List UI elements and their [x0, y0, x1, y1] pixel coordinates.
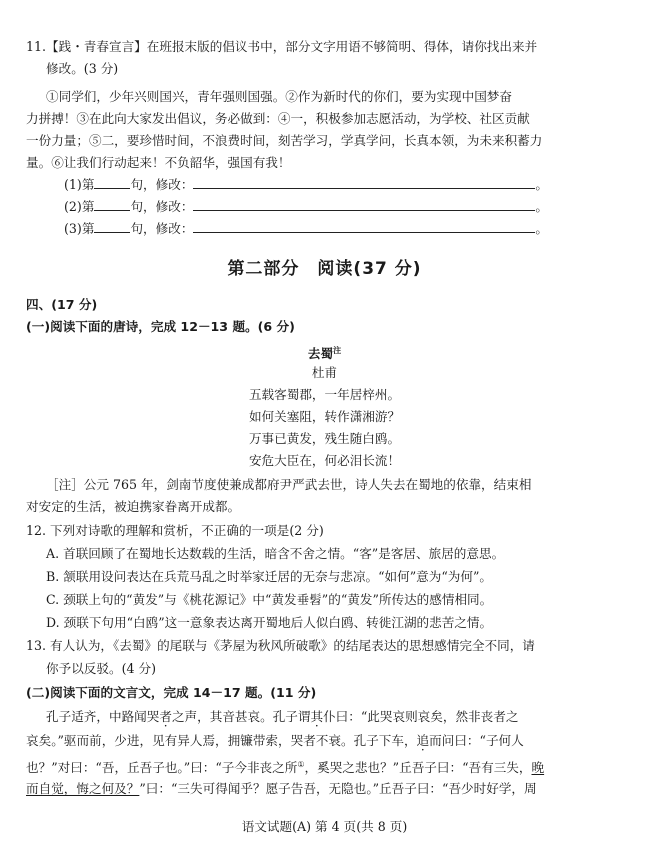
dotted-char: 者	[159, 709, 172, 724]
q12-option-a: A. 首联回顾了在蜀地长达数载的生活，暗含不舍之情。“客”是客居、旅居的意思。	[46, 546, 505, 561]
q13-stem-line2: 你予以反驳。(4 分)	[46, 661, 156, 676]
answer-end: 。	[535, 177, 548, 192]
underlined-text: 而自觉，悔之何及？	[26, 781, 140, 796]
text-run: 哀矣。”驱而前，少进，见有异人焉，拥镰带索，哭者不衰。孔子下车，	[26, 733, 417, 748]
page-footer: 语文试题(A) 第 4 页(共 8 页)	[241, 819, 408, 834]
text-run: ”曰：“三失可得闻乎？愿子告吾，无隐也。”丘吾子曰：“吾少时好学，周	[139, 781, 537, 796]
answer-num: (3)第	[64, 221, 95, 236]
answer-mid: 句，修改：	[130, 221, 194, 236]
q11-answer-row-3	[64, 220, 548, 238]
q13-stem-line1: 13. 有人认为，《去蜀》的尾联与《茅屋为秋风所破歌》的结尾表达的思想感情完全不同，请	[26, 638, 535, 653]
part2-title: 第二部分 阅读(37 分)	[227, 259, 422, 279]
classical-line-2	[26, 732, 524, 750]
dotted-char: 追	[416, 733, 430, 748]
answer-end: 。	[535, 199, 548, 214]
text-run: 孔子适齐，中路闻哭	[46, 709, 160, 724]
footnote-mark: ①	[297, 760, 305, 769]
poem-title-text: 去蜀	[307, 346, 334, 362]
section4-heading: 四、(17 分)	[26, 297, 98, 312]
q11-answer-row-2	[64, 198, 548, 216]
answer-mid: 句，修改：	[130, 177, 194, 192]
poem-author: 杜甫	[311, 365, 338, 380]
text-run: 也？”对曰：“吾，丘吾子也。”曰：“子今非丧之所	[26, 760, 298, 776]
q11-stem-line1: 11.【践・青春宣言】在班报末版的倡议书中，部分文字用语不够简明、得体，请你找出来并	[26, 39, 538, 54]
q11-stem-line2: 修改。(3 分)	[46, 61, 119, 76]
section4-sub2: (二)阅读下面的文言文，完成 14－17 题。(11 分)	[26, 685, 317, 700]
poem-note-line: ［注］公元 765 年，剑南节度使兼成都府尹严武去世，诗人失去在蜀地的依靠，结束相	[46, 477, 532, 492]
q12-stem: 12. 下列对诗歌的理解和赏析，不正确的一项是(2 分)	[26, 523, 324, 538]
q11-passage-line: ①同学们，少年兴则国兴，青年强则国强。②作为新时代的你们，要为实现中国梦奋	[46, 89, 512, 104]
poem-line: 万事已黄发，残生随白鸥。	[248, 431, 401, 446]
q11-answer-row-1	[64, 176, 548, 194]
poem-line: 如何关塞阻，转作潇湘游？	[248, 409, 401, 424]
underlined-text: 晚	[531, 760, 545, 776]
answer-mid: 句，修改：	[130, 199, 194, 214]
classical-line-3	[26, 756, 544, 777]
classical-line-4	[26, 780, 537, 798]
section4-sub1: (一)阅读下面的唐诗，完成 12－13 题。(6 分)	[26, 319, 295, 334]
text-run: 仆曰：“此哭哀则哀矣，然非丧者之	[323, 709, 519, 724]
text-run: ，奚哭之悲也？”丘吾子曰：“吾有三失，	[304, 760, 532, 776]
poem-line: 安危大臣在，何必泪长流！	[248, 453, 401, 468]
text-run: 之声，其音甚哀。孔子谓	[171, 709, 311, 724]
dotted-char: 其	[310, 709, 324, 724]
q11-passage-line: 量。⑥让我们行动起来！不负韶华，强国有我！	[26, 155, 291, 170]
answer-end: 。	[535, 221, 548, 236]
q11-passage-line: 一份力量；⑤二，要珍惜时间，不浪费时间，刻苦学习，学真学问，长真本领，为未来积蓄力	[26, 133, 543, 148]
q12-option-b: B. 颔联用设问表达在兵荒马乱之时举家迁居的无奈与悲凉。“如何”意为“为何”。	[46, 569, 493, 584]
classical-line-1	[46, 708, 518, 726]
q12-option-d: D. 颈联下句用“白鸥”这一意象表达离开蜀地后人似白鸥、转徙江湖的悲苦之情。	[46, 615, 493, 630]
revision-blank[interactable]	[193, 176, 535, 189]
sentence-blank[interactable]	[94, 198, 130, 211]
poem-title	[0, 342, 649, 363]
sentence-blank[interactable]	[94, 176, 130, 189]
revision-blank[interactable]	[193, 198, 535, 211]
poem-line: 五载客蜀郡，一年居梓州。	[248, 387, 401, 402]
sentence-blank[interactable]	[94, 220, 130, 233]
poem-note-mark: 注	[333, 346, 342, 355]
answer-num: (2)第	[64, 199, 95, 214]
q12-option-c: C. 颈联上句的“黄发”与《桃花源记》中“黄发垂髫”的“黄发”所传达的感情相同。	[46, 592, 493, 607]
q11-passage-line: 力拼搏！③在此向大家发出倡议，务必做到：④一，积极参加志愿活动，为学校、社区贡献	[26, 111, 530, 126]
poem-note-line: 对安定的生活，被迫携家眷离开成都。	[26, 499, 241, 514]
text-run: 而问曰：“子何人	[429, 733, 524, 748]
answer-num: (1)第	[64, 177, 95, 192]
revision-blank[interactable]	[193, 220, 535, 233]
